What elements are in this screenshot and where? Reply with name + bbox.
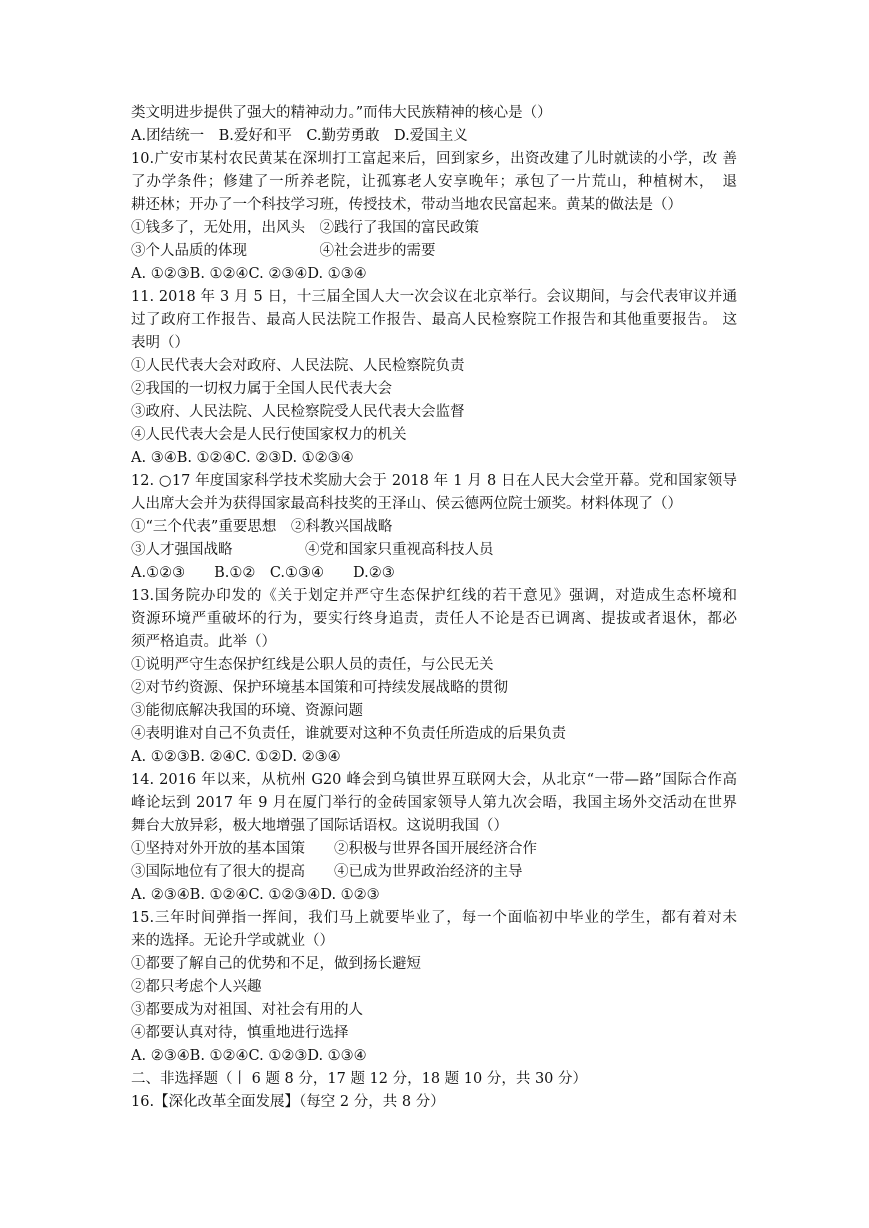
question-text-block <box>131 102 737 1114</box>
statement-line: ①钱多了，无处用，出风头 ②践行了我国的富民政策 <box>131 220 479 236</box>
text-line: 资源环境严重破坏的行为，要实行终身追责，责任人不论是否已调离、提拔或者退休，都必 <box>131 611 737 627</box>
statement-line: ④都要认真对待，慎重地进行选择 <box>131 1025 349 1041</box>
answer-options-line: A.①②③ B.①② C.①③④ D.②③ <box>131 565 395 581</box>
statement-line: ③能彻底解决我国的环境、资源问题 <box>131 703 363 719</box>
statement-line: ③都要成为对祖国、对社会有用的人 <box>131 1002 363 1018</box>
question-11-stem: 11. 2018 年 3 月 5 日，十三届全国人大一次会议在北京举行。会议期间，与会代表审议并通 <box>131 289 737 305</box>
statement-line: ①人民代表大会对政府、人民法院、人民检察院负责 <box>131 358 465 374</box>
statement-line: ③人才强国战略 ④党和国家只重视高科技人员 <box>131 542 494 558</box>
statement-line: ①坚持对外开放的基本国策 ②积极与世界各国开展经济合作 <box>131 841 537 857</box>
text-line: 舞台大放异彩，极大地增强了国际话语权。这说明我国（） <box>131 818 508 834</box>
answer-options-line: A. ①②③B. ①②④C. ②③④D. ①③④ <box>131 266 367 282</box>
statement-line: ②对节约资源、保护环境基本国策和可持续发展战略的贯彻 <box>131 680 508 696</box>
answer-options-line: A.团结统一 B.爱好和平 C.勤劳勇敢 D.爱国主义 <box>131 128 468 144</box>
text-line: 过了政府工作报告、最高人民法院工作报告、最高人民检察院工作报告和其他重要报告。 这 <box>131 312 737 328</box>
text-line: 耕还林；开办了一个科技学习班，传授技术，带动当地农民富起来。黄某的做法是（） <box>131 197 682 213</box>
statement-line: ①都要了解自己的优势和不足，做到扬长避短 <box>131 956 421 972</box>
text-line: 了办学条件；修建了一所养老院，让孤寡老人安享晚年；承包了一片荒山，种植树木， 退 <box>131 174 737 190</box>
question-15-stem: 15.三年时间弹指一挥间，我们马上就要毕业了，每一个面临初中毕业的学生，都有着对未 <box>131 910 737 926</box>
answer-options-line: A. ①②③B. ②④C. ①②D. ②③④ <box>131 749 341 765</box>
statement-line: ①“三个代表”重要思想 ②科教兴国战略 <box>131 519 393 535</box>
question-13-stem: 13.国务院办印发的《关于划定并严守生态保护红线的若干意见》强调，对造成生态杯境和 <box>131 588 737 604</box>
statement-line: ④人民代表大会是人民行使国家权力的机关 <box>131 427 407 443</box>
text-line: 人出席大会并为获得国家最高科技奖的王泽山、侯云德两位院士颁奖。材料体现了（） <box>131 496 682 512</box>
statement-line: ③政府、人民法院、人民检察院受人民代表大会监督 <box>131 404 465 420</box>
text-line: 峰论坛到 2017 年 9 月在厦门举行的金砖国家领导人第九次会晤，我国主场外交活动在世界 <box>131 795 737 811</box>
text-line: 表明（） <box>131 335 189 351</box>
question-10-stem: 10.广安市某村农民黄某在深圳打工富起来后，回到家乡，出资改建了儿时就读的小学，改 善 <box>131 151 737 167</box>
question-16-heading: 16.【深化改革全面发展】（每空 2 分，共 8 分） <box>131 1094 445 1110</box>
statement-line: ②都只考虑个人兴趣 <box>131 979 262 995</box>
statement-line: ②我国的一切权力属于全国人民代表大会 <box>131 381 392 397</box>
statement-line: ④表明谁对自己不负责任，谁就要对这种不负责任所造成的后果负责 <box>131 726 566 742</box>
statement-line: ①说明严守生态保护红线是公职人员的责任，与公民无关 <box>131 657 494 673</box>
text-line: 类文明进步提供了强大的精神动力。”而伟大民族精神的核心是（） <box>131 105 552 121</box>
statement-line: ③国际地位有了很大的提高 ④已成为世界政治经济的主导 <box>131 864 523 880</box>
answer-options-line: A. ③④B. ①②④C. ②③D. ①②③④ <box>131 450 354 466</box>
question-12-stem: 12. ○17 年度国家科学技术奖励大会于 2018 年 1 月 8 日在人民大会堂开幕。党和国家领导 <box>131 473 737 489</box>
text-line: 须严格追责。此举（） <box>131 634 276 650</box>
text-line: 来的选择。无论升学或就业（） <box>131 933 334 949</box>
section-heading: 二、非选择题（丨 6 题 8 分，17 题 12 分，18 题 10 分，共 30 分） <box>131 1071 588 1087</box>
answer-options-line: A. ②③④B. ①②④C. ①②③D. ①③④ <box>131 1048 367 1064</box>
answer-options-line: A. ②③④B. ①②④C. ①②③④D. ①②③ <box>131 887 380 903</box>
statement-line: ③个人品质的体现 ④社会进步的需要 <box>131 243 436 259</box>
question-14-stem: 14. 2016 年以来，从杭州 G20 峰会到乌镇世界互联网大会，从北京“一带—路”国际合作高 <box>131 772 737 788</box>
